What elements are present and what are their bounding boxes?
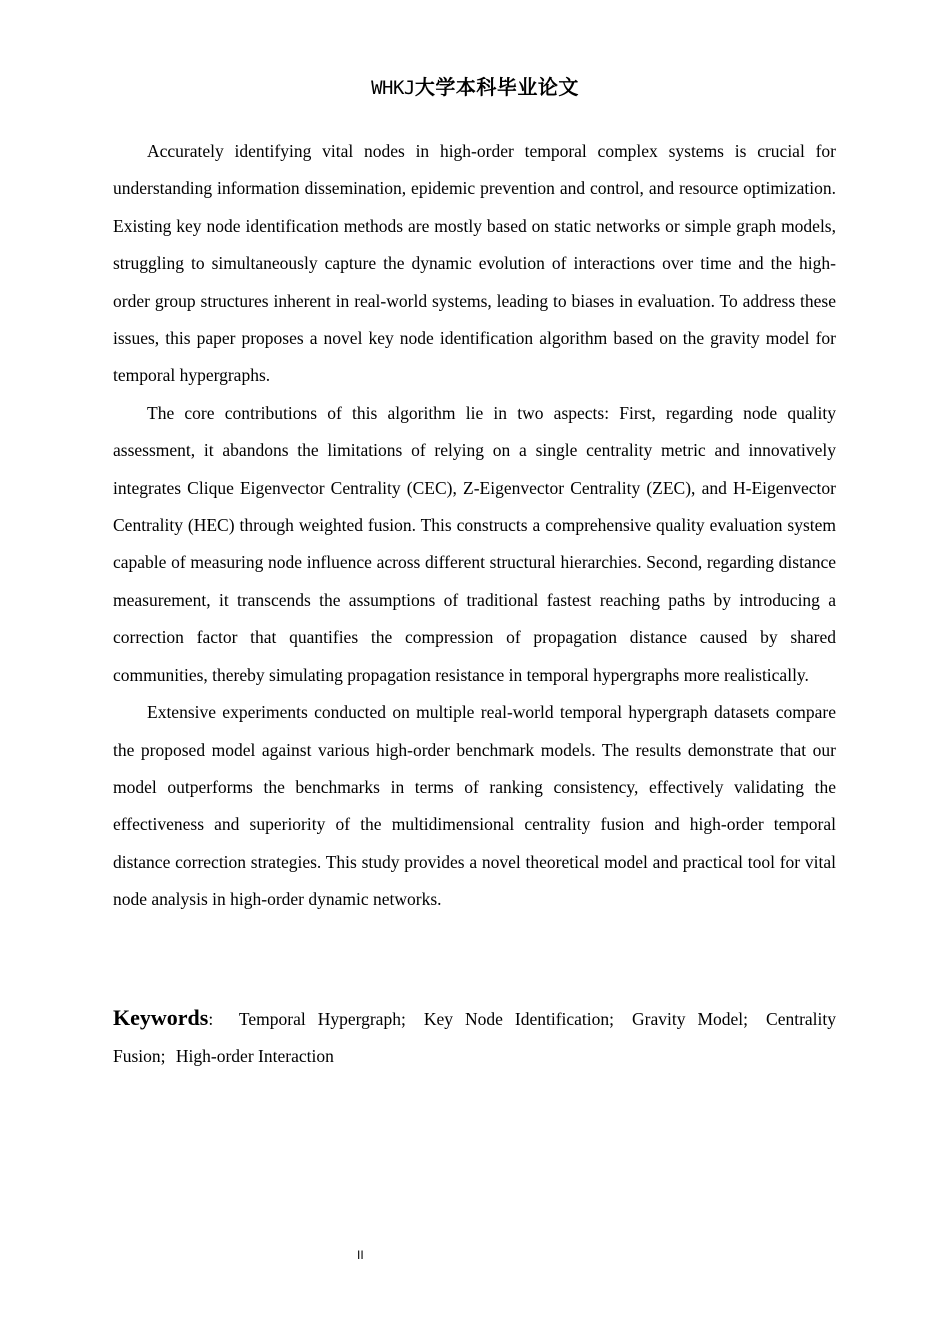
keywords-colon: : <box>208 1009 214 1029</box>
abstract-body <box>113 133 836 919</box>
page-header <box>0 74 950 101</box>
page-number: II <box>357 1248 364 1262</box>
keywords-label: Keywords <box>113 1005 209 1030</box>
abstract-paragraph-3: Extensive experiments conducted on multiple real-world temporal hypergraph datasets compare the proposed model against various high-order benchmark models. The results demonstrate that our model outperforms the benchmarks in terms of ranking consistency, effectively validating the effectiveness and superiority of the multidimensional centrality fusion and high-order temporal distance correction strategies. This study provides a novel theoretical model and practical tool for vital node analysis in high-order dynamic networks. <box>113 702 836 910</box>
keyword-item: Centrality Fusion; <box>113 1009 837 1066</box>
keyword-item: High-order Interaction <box>175 1046 334 1066</box>
header-title: 大学本科毕业论文 <box>414 75 579 99</box>
header-institution: WHKJ <box>371 77 415 99</box>
keyword-item: Gravity Model; <box>632 1009 749 1029</box>
keywords-section <box>113 999 836 1075</box>
keyword-item: Key Node Identification; <box>423 1009 615 1029</box>
abstract-paragraph-2: The core contributions of this algorithm lie in two aspects: First, regarding node quality assessment, it abandons the limitations of relying on a single centrality metric and innovatively integrates Clique Eigenvector Centrality (CEC), Z-Eigenvector Centrality (ZEC), and H-Eigenvector Centrality (HEC) through weighted fusion. This constructs a comprehensive quality evaluation system capable of measuring node influence across different structural hierarchies. Second, regarding distance measurement, it transcends the assumptions of traditional fastest reaching paths by introducing a correction factor that quantifies the compression of propagation distance caused by shared communities, thereby simulating propagation resistance in temporal hypergraphs more realistically. <box>113 402 836 685</box>
abstract-paragraph-1: Accurately identifying vital nodes in high-order temporal complex systems is crucial for understanding information dissemination, epidemic prevention and control, and resource optimization. Existing key node identification methods are mostly based on static networks or simple graph models, struggling to simultaneously capture the dynamic evolution of interactions over time and the high-order group structures inherent in real-world systems, leading to biases in evaluation. To address these issues, this paper proposes a novel key node identification algorithm based on the gravity model for temporal hypergraphs. <box>113 141 836 386</box>
keyword-item: Temporal Hypergraph; <box>238 1009 406 1029</box>
